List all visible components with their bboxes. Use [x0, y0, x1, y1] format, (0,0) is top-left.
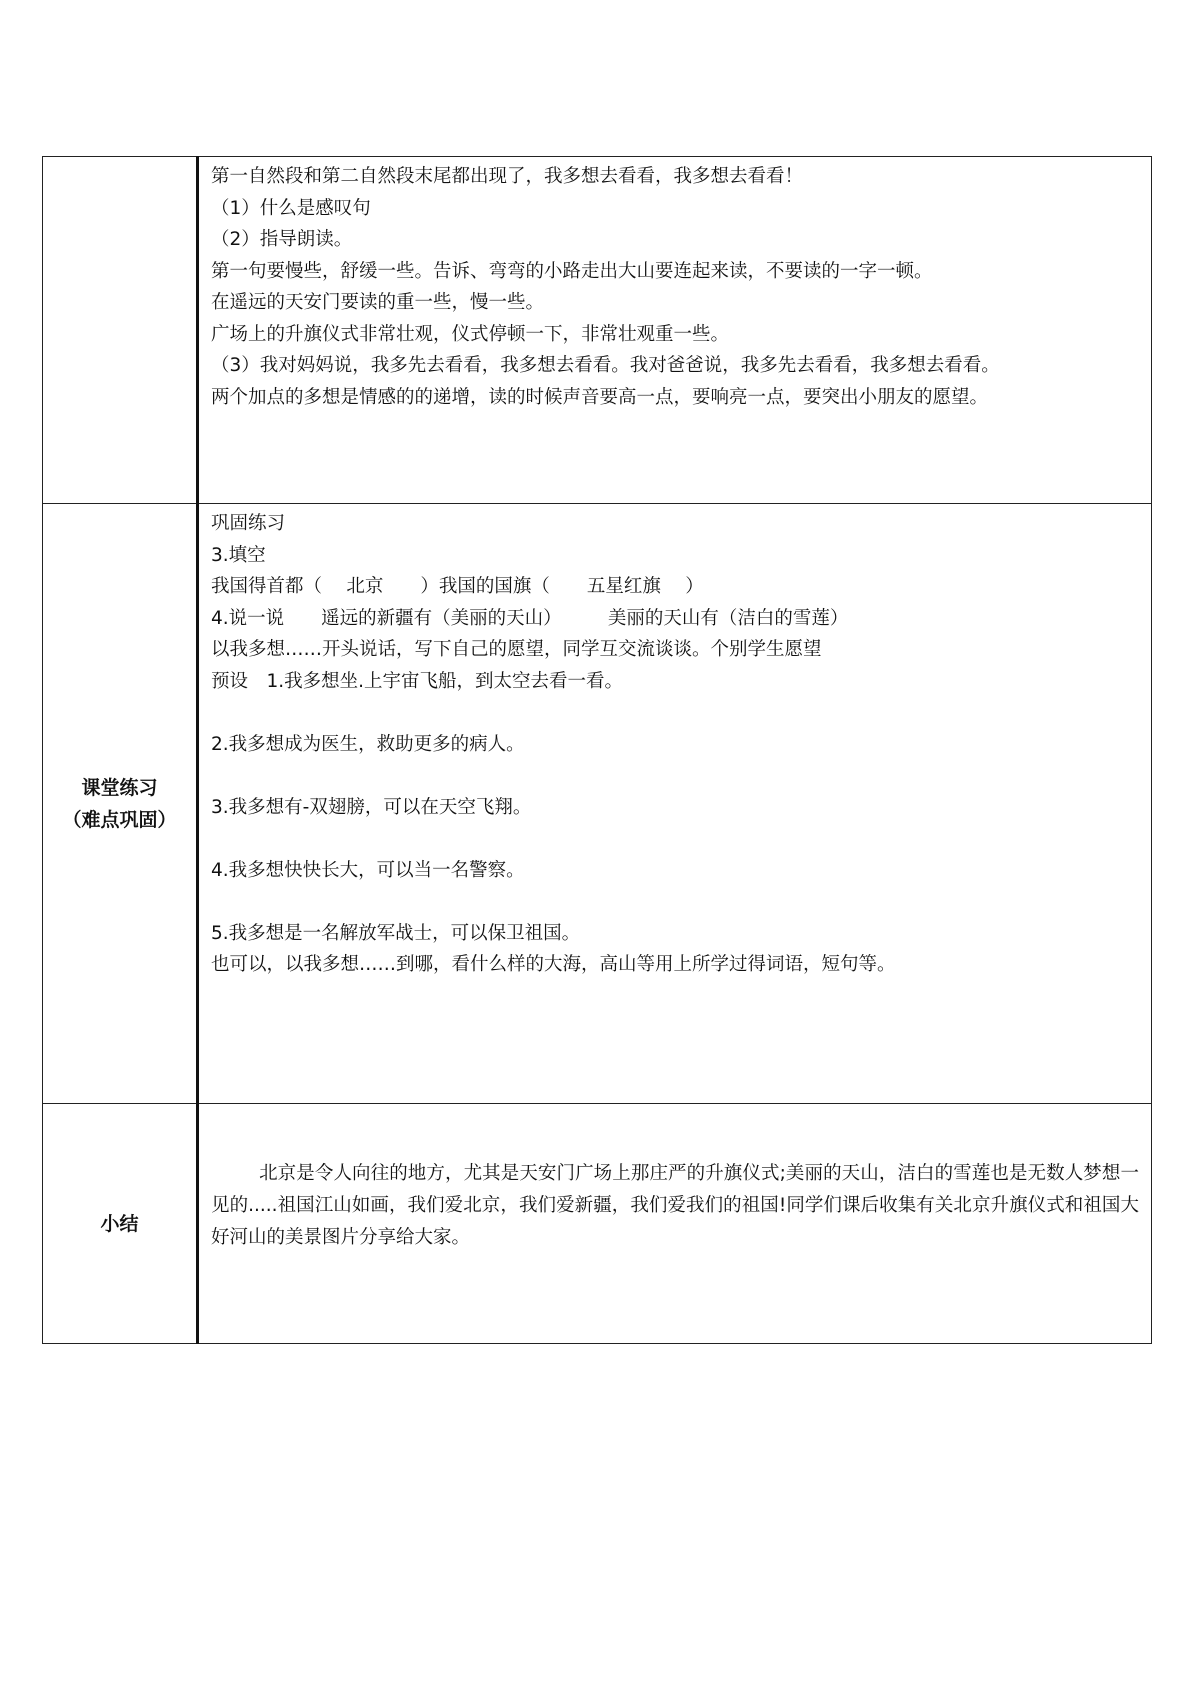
blank-line — [211, 697, 1141, 729]
row-label-subtitle: （难点巩固） — [62, 808, 177, 831]
content-line: 以我多想……开头说话，写下自己的愿望，同学互交流谈谈。个别学生愿望 — [211, 639, 822, 660]
classroom-practice-content — [198, 504, 1152, 1104]
content-line: （3）我对妈妈说，我多先去看看，我多想去看看。我对爸爸说，我多先去看看，我多想去看看。 — [211, 355, 1000, 376]
summary-paragraph: 北京是令人向往的地方，尤其是天安门广场上那庄严的升旗仪式;美丽的天山，洁白的雪莲也是无数人梦想一见的.....祖国江山如画，我们爱北京，我们爱新疆，我们爱我们的祖国!同学们课后收集有关北京升旗仪式和祖国大好河山的美景图片分享给大家。 — [211, 1163, 1139, 1248]
content-line: （2）指导朗读。 — [211, 229, 353, 250]
content-line: 巩固练习 — [211, 513, 286, 534]
content-line: 两个加点的多想是情感的的递增，读的时候声音要高一点，要响亮一点，要突出小朋友的愿望。 — [211, 386, 989, 408]
blank-line — [211, 886, 1141, 918]
content-line: 广场上的升旗仪式非常壮观，仪式停顿一下，非常壮观重一些。 — [211, 323, 730, 345]
content-line: 3.我多想有-双翅膀，可以在天空飞翔。 — [211, 796, 532, 818]
content-line: 预设 1.我多想坐.上宇宙飞船，到太空去看一看。 — [211, 670, 624, 692]
content-line: 3.填空 — [211, 544, 266, 566]
row-label-summary — [43, 1104, 198, 1344]
row-label-empty — [43, 157, 198, 504]
summary-content — [198, 1104, 1152, 1344]
content-line: 4.我多想快快长大，可以当一名警察。 — [211, 859, 525, 881]
content-line: 也可以，以我多想……到哪，看什么样的大海，高山等用上所学过得词语，短句等。 — [211, 954, 896, 975]
content-line: 第一自然段和第二自然段末尾都出现了，我多想去看看，我多想去看看！ — [211, 166, 804, 187]
table-row-classroom-practice — [43, 504, 1152, 1104]
row-label-title: 课堂练习 — [81, 776, 158, 799]
blank-line — [211, 823, 1141, 855]
content-line: 2.我多想成为医生，救助更多的病人。 — [211, 733, 525, 755]
blank-line — [211, 760, 1141, 792]
row-label-title: 小结 — [100, 1212, 139, 1235]
content-line: 4.说一说 遥远的新疆有（美丽的天山） 美丽的天山有（洁白的雪莲） — [211, 607, 849, 629]
content-line: 在遥远的天安门要读的重一些，慢一些。 — [211, 292, 545, 313]
table-row-reading-guidance — [43, 157, 1152, 504]
reading-guidance-content — [198, 157, 1152, 504]
content-line: （1）什么是感叹句 — [211, 197, 371, 219]
row-label-classroom-practice — [43, 504, 198, 1104]
lesson-plan-table — [42, 156, 1152, 1344]
content-line: 5.我多想是一名解放军战士，可以保卫祖国。 — [211, 922, 581, 944]
content-line: 第一句要慢些，舒缓一些。告诉、弯弯的小路走出大山要连起来读，不要读的一字一顿。 — [211, 260, 933, 282]
table-row-summary — [43, 1104, 1152, 1344]
content-line: 我国得首都（ 北京 ）我国的国旗（ 五星红旗 ） — [211, 576, 704, 597]
